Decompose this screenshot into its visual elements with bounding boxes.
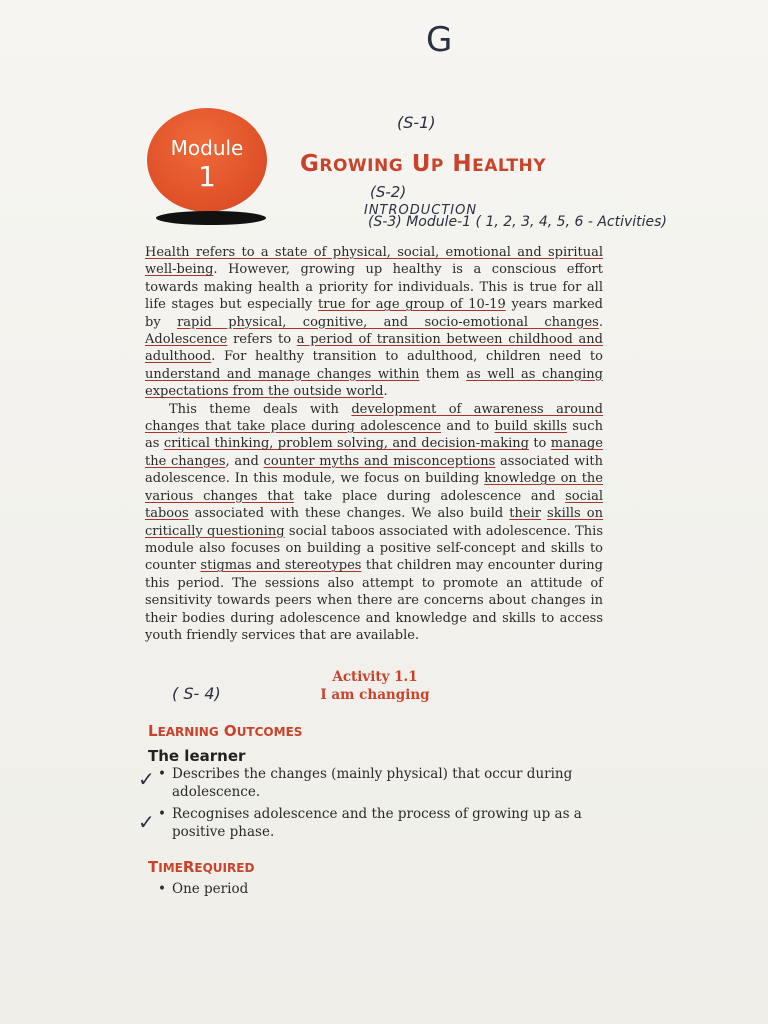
module-label: Module [170,136,244,160]
underlined-phrase: development of awareness around changes that take place during adolescence [145,401,603,435]
underlined-phrase: stigmas and stereotypes [200,558,362,574]
text-segment: to [528,436,551,452]
text-segment: years marked by [145,297,603,330]
underlined-phrase: Adolescence [145,332,228,348]
intro-paragraph-2 [145,401,603,645]
text-segment: . For healthy transition to adulthood, children need to [211,349,603,365]
underlined-phrase: a period of transition between childhood and adulthood [145,332,603,365]
handwritten-note-s4: ( S- 4) [172,684,221,703]
checkmark-icon: ✓ [138,767,155,791]
underlined-phrase: understand and manage changes within [145,366,420,382]
activity-name: I am changing [320,687,430,703]
underlined-phrase: critical thinking, problem solving, and decision-making [163,436,529,452]
text-segment: them [419,366,467,382]
text-segment: associated with adolescence. In this module, we focus on building [145,453,604,487]
module-number: 1 [198,160,216,193]
list-item: • Recognises adolescence and the process of growing up as a positive phase. [156,805,606,841]
underlined-phrase: social taboos [145,488,603,522]
badge-shadow [156,211,266,225]
underlined-phrase: Health refers to a state of physical, social, emotional and spiritual well-being [145,245,603,278]
activity-number: Activity 1.1 [332,669,418,685]
module-badge [147,108,267,212]
underlined-phrase: counter myths and misconceptions [263,453,496,469]
list-item: • One period [156,880,606,898]
underlined-phrase: as well as changing expectations from the outside world [145,366,603,400]
text-segment: . However, growing up healthy is a conscious effort towards making health a priority for individuals. This is true for all life stages but especially [145,262,603,313]
text-segment: such as [145,419,603,452]
text-segment: take place during adolescence and [293,488,566,504]
handwritten-page-mark: G [426,20,453,60]
outcomes-list [156,765,606,841]
page-title: GROWING UP HEALTHY [300,151,547,177]
text-segment: and to [441,419,495,435]
handwritten-note-s3: (S-3) Module-1 ( 1, 2, 3, 4, 5, 6 - Activities) [368,214,667,230]
time-list [156,880,606,898]
handwritten-note-introduction: INTRODUCTION [364,203,478,218]
intro-paragraph-1 [145,244,603,401]
text-segment: . [383,384,388,400]
underlined-phrase: true for age group of 10-19 [318,297,506,313]
checkmark-icon: ✓ [138,810,155,834]
time-required-heading: TIMEREQUIRED [148,858,255,876]
text-segment: This theme deals with [169,401,352,417]
text-segment: refers to [227,332,297,348]
underlined-phrase: rapid physical, cognitive, and socio-emotional changes [177,314,599,330]
text-segment: that children may encounter during this period. The sessions also attempt to promote an attitude of sensitivity towards peers when there are concerns about changes in their bodies during adolescence and knowledge and skills to access youth friendly services that are available. [145,558,603,643]
handwritten-note-s1: (S-1) [397,113,436,132]
list-item: • Describes the changes (mainly physical) that occur during adolescence. [156,765,606,801]
text-segment: associated with these changes. We also build [188,506,510,522]
learner-subheading: The learner [148,747,246,765]
underlined-phrase: their [509,506,541,522]
text-segment: , and [225,453,264,469]
text-segment: . [598,314,603,330]
underlined-phrase: manage the changes [145,436,603,469]
learning-outcomes-heading: LEARNING OUTCOMES [148,722,303,740]
activity-heading [290,668,460,704]
underlined-phrase: skills on critically questioning [145,506,603,539]
introduction-text [145,244,603,644]
underlined-phrase: knowledge on the various changes that [145,471,603,504]
underlined-phrase: build skills [494,419,567,435]
text-segment: social taboos associated with adolescence. This module also focuses on building a positive self-concept and skills to counter [145,523,603,574]
handwritten-note-s2: (S-2) [370,183,407,201]
